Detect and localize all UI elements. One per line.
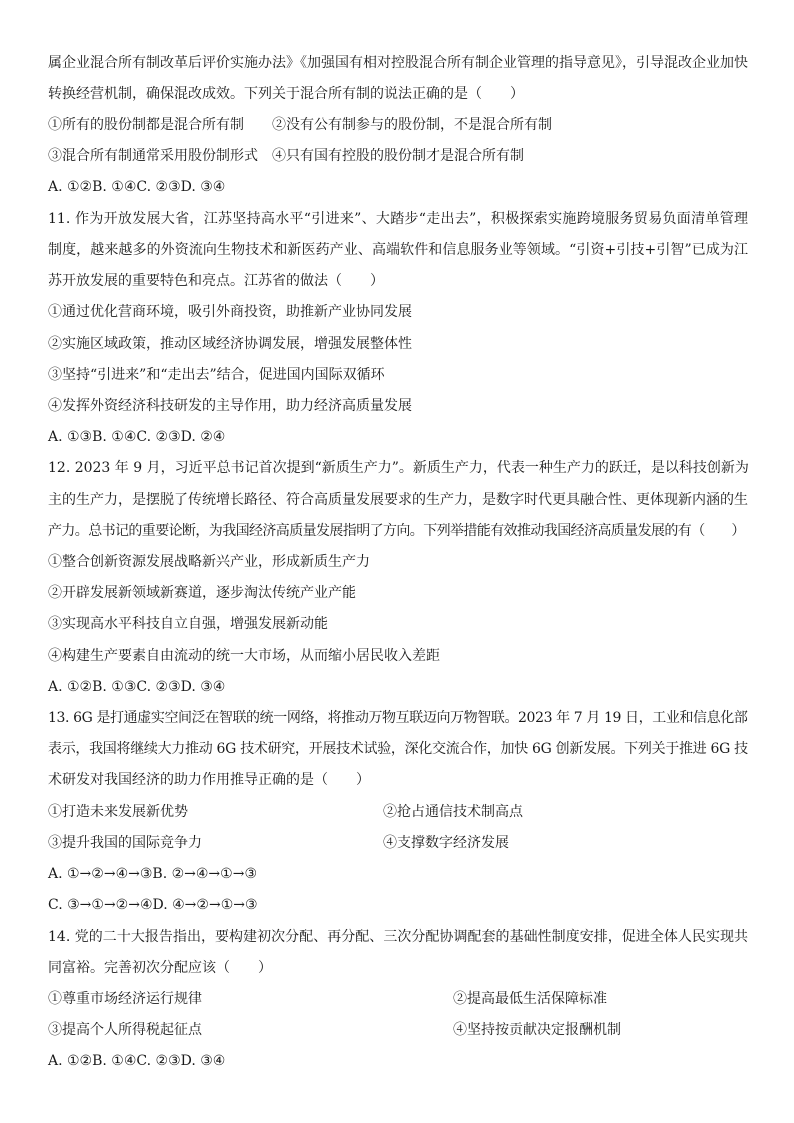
q12-option-1: ①整合创新资源发展战略新兴产业，形成新质生产力 <box>48 554 370 570</box>
q11-option-3: ③坚持“引进来”和“走出去”结合，促进国内国际双循环 <box>48 367 385 383</box>
q11-option-1: ①通过优化营商环境，吸引外商投资，助推新产业协同发展 <box>48 304 412 320</box>
q12-option-3: ③实现高水平科技自立自强，增强发展新动能 <box>48 616 328 632</box>
q13-stem-line-1: 13. 6G 是打通虚实空间泛在智联的统一网络，将推动万物互联迈向万物智联。2023 年 7 月 19 日，工业和信息化部 <box>48 710 748 726</box>
q12-stem-line-1: 12. 2023 年 9 月，习近平总书记首次提到“新质生产力”。新质生产力，代表一种生产力的跃迁，是以科技创新为 <box>48 460 749 476</box>
q12-option-2: ②开辟发展新领域新赛道，逐步淘汰传统产业产能 <box>48 585 356 601</box>
q12-stem-line-3: 产力。总书记的重要论断，为我国经济高质量发展指明了方向。下列举措能有效推动我国经济高质量发展的有（ ） <box>48 523 745 539</box>
q12-stem-line-2: 主的生产力，是摆脱了传统增长路径、符合高质量发展要求的生产力，是数字时代更具融合性、更体现新内涵的生 <box>48 492 748 508</box>
q13-answer-choices-cd: C. ③→①→②→④D. ④→②→①→③ <box>48 897 258 913</box>
q11-stem-line-3: 苏开放发展的重要特色和亮点。江苏省的做法（ ） <box>48 273 384 289</box>
q12-answer-choices: A. ①②B. ①③C. ②③D. ③④ <box>48 679 226 695</box>
q13-stem-line-2: 表示，我国将继续大力推动 6G 技术研究，开展技术试验，深化交流合作，加快 6G 创新发展。下列关于推进 6G 技 <box>48 741 748 757</box>
q13-option-4: ④支撑数字经济发展 <box>383 835 509 851</box>
q10-stem-line-2: 转换经营机制，确保混改成效。下列关于混合所有制的说法正确的是（ ） <box>48 86 524 102</box>
q11-option-4: ④发挥外资经济科技研发的主导作用，助力经济高质量发展 <box>48 398 412 414</box>
q10-option-2: ②没有公有制参与的股份制，不是混合所有制 <box>272 117 552 133</box>
q11-stem-line-2: 制度，越来越多的外资流向生物技术和新医药产业、高端软件和信息服务业等领域。“引资+引技+引智”已成为江 <box>48 242 748 258</box>
q10-answer-choices: A. ①②B. ①④C. ②③D. ③④ <box>48 179 226 195</box>
q12-option-4: ④构建生产要素自由流动的统一大市场，从而缩小居民收入差距 <box>48 648 440 664</box>
q10-option-1: ①所有的股份制都是混合所有制 <box>48 117 244 133</box>
q11-option-2: ②实施区域政策，推动区域经济协调发展，增强发展整体性 <box>48 336 412 352</box>
q13-option-2: ②抢占通信技术制高点 <box>383 804 523 820</box>
q14-answer-choices: A. ①②B. ①④C. ②③D. ③④ <box>48 1053 226 1069</box>
q14-option-4: ④坚持按贡献决定报酬机制 <box>453 1022 621 1038</box>
q14-option-2: ②提高最低生活保障标准 <box>453 991 607 1007</box>
q10-option-4: ④只有国有控股的股份制才是混合所有制 <box>272 148 524 164</box>
q14-stem-line-2: 同富裕。完善初次分配应该（ ） <box>48 960 272 976</box>
q14-option-1: ①尊重市场经济运行规律 <box>48 991 202 1007</box>
q13-option-3: ③提升我国的国际竞争力 <box>48 835 202 851</box>
q14-stem-line-1: 14. 党的二十大报告指出，要构建初次分配、再分配、三次分配协调配套的基础性制度安排，促进全体人民实现共 <box>48 929 748 945</box>
q11-stem-line-1: 11. 作为开放发展大省，江苏坚持高水平“引进来”、大踏步“走出去”，积极探索实施跨境服务贸易负面清单管理 <box>48 211 748 227</box>
q13-stem-line-3: 术研发对我国经济的助力作用推导正确的是（ ） <box>48 772 370 788</box>
q13-answer-choices-ab: A. ①→②→④→③B. ②→④→①→③ <box>48 866 257 882</box>
q13-option-1: ①打造未来发展新优势 <box>48 804 188 820</box>
q14-option-3: ③提高个人所得税起征点 <box>48 1022 202 1038</box>
q11-answer-choices: A. ①③B. ①④C. ②③D. ②④ <box>48 429 226 445</box>
q10-stem-line-1: 属企业混合所有制改革后评价实施办法》《加强国有相对控股混合所有制企业管理的指导意见》，引导混改企业加快 <box>48 55 748 71</box>
q10-option-3: ③混合所有制通常采用股份制形式 <box>48 148 258 164</box>
